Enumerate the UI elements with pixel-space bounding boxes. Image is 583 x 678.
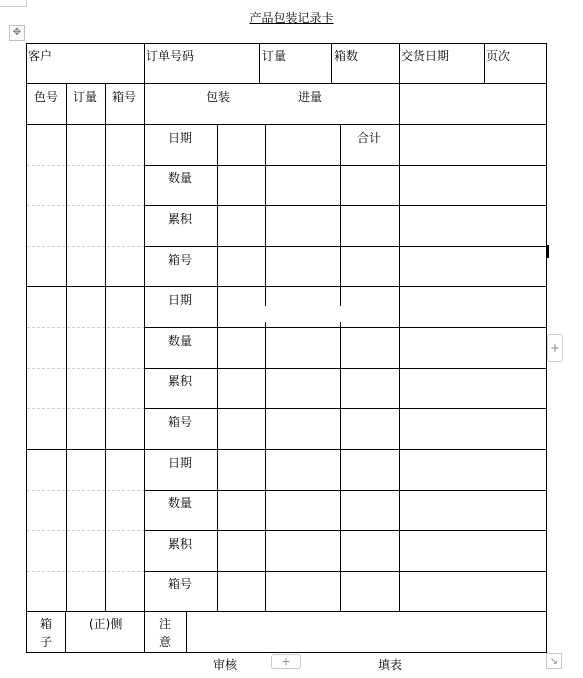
row-label-quantity: 数量 [168, 334, 193, 348]
front-side-label: (正)侧 [89, 617, 123, 631]
table-border [27, 44, 547, 653]
text-cursor [546, 245, 549, 258]
box-side-label-1: 箱 [40, 617, 53, 631]
row-label-cumulative: 累积 [168, 212, 193, 226]
note-label-2: 意 [159, 635, 172, 649]
row-label-box-no: 箱号 [168, 253, 193, 267]
add-row-button[interactable] [271, 654, 301, 669]
row-label-quantity: 数量 [168, 171, 193, 185]
row-label-quantity: 数量 [168, 496, 193, 510]
add-column-button[interactable] [547, 334, 563, 362]
plus-icon: + [281, 655, 291, 668]
table-resize-handle[interactable] [546, 653, 562, 669]
page-label: 页次 [486, 49, 511, 63]
row-label-box-no: 箱号 [168, 415, 193, 429]
review-label: 审核 [213, 658, 238, 672]
note-label-1: 注 [159, 617, 172, 631]
delivery-date-label: 交货日期 [401, 49, 450, 63]
order-qty-column-label: 订量 [73, 90, 98, 104]
row-label-date: 日期 [168, 131, 193, 145]
row-label-date: 日期 [168, 293, 193, 307]
progress-label: 进量 [298, 90, 323, 104]
move-glyph: ✥ [12, 27, 22, 38]
box-count-label: 箱数 [334, 49, 359, 63]
box-no-column-label: 箱号 [112, 90, 137, 104]
plus-icon: + [549, 341, 561, 355]
filled-by-label: 填表 [378, 658, 403, 672]
total-label: 合计 [357, 131, 382, 145]
document-title: 产品包装记录卡 [249, 11, 334, 25]
order-number-label: 订单号码 [146, 49, 195, 63]
color-no-label: 色号 [34, 90, 59, 104]
row-label-cumulative: 累积 [168, 374, 193, 388]
resize-icon: ↘ [549, 655, 559, 667]
row-label-date: 日期 [168, 456, 193, 470]
packing-label: 包装 [206, 90, 231, 104]
customer-label: 客户 [28, 49, 53, 63]
row-label-box-no: 箱号 [168, 577, 193, 591]
order-qty-label: 订量 [262, 49, 287, 63]
box-side-label-2: 子 [40, 635, 53, 649]
row-label-cumulative: 累积 [168, 537, 193, 551]
